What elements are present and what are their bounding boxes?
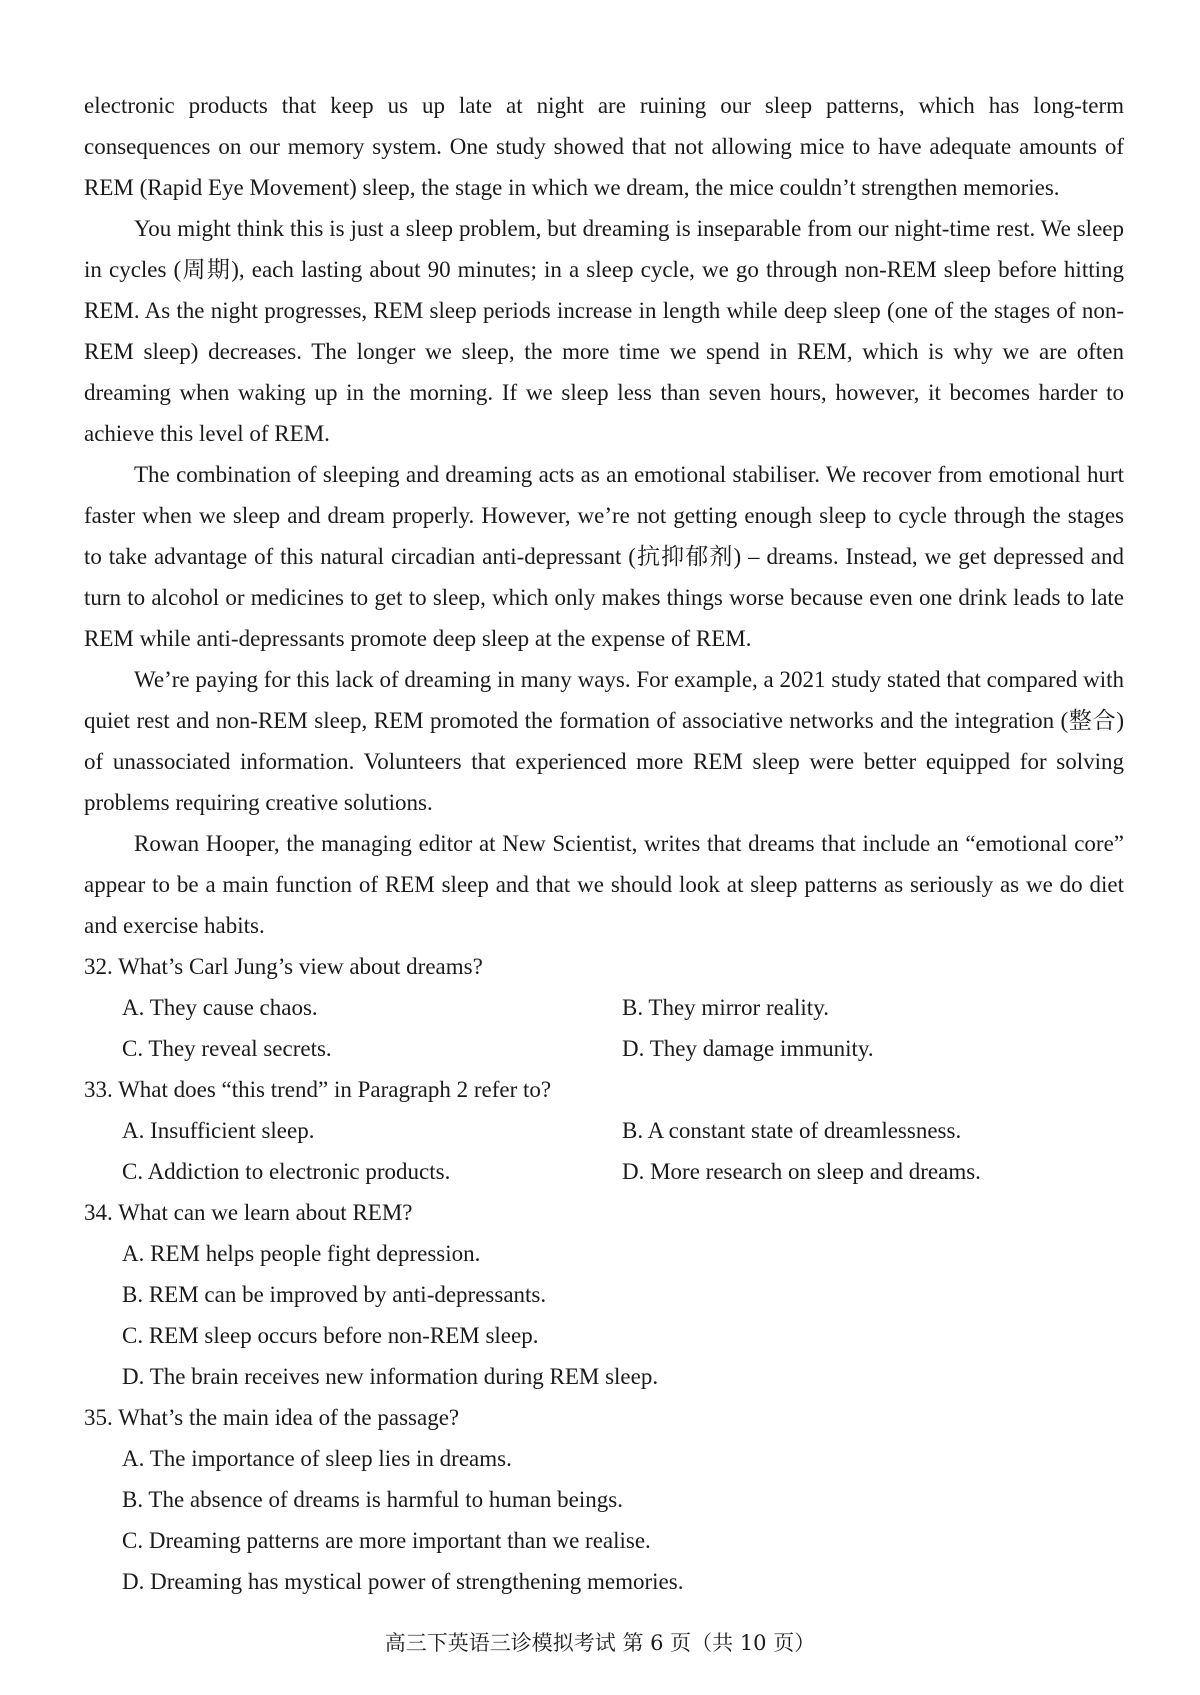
passage-paragraph-2: You might think this is just a sleep problem, but dreaming is inseparable from our night-time rest. We sleep in cycles (周期), each lasting about 90 minutes; in a sleep cycle, we go through non-REM sleep before hitting REM. As the night progresses, REM sleep periods increase in length while deep sleep (one of the stages of non-REM sleep) decreases. The longer we sleep, the more time we spend in REM, which is why we are often dreaming when waking up in the morning. If we sleep less than seven hours, however, it becomes harder to achieve this level of REM. [84, 216, 1124, 446]
question-stem: 32. What’s Carl Jung’s view about dreams? [84, 954, 483, 979]
question-34 [84, 1192, 1124, 1397]
option-d: D. They damage immunity. [622, 1036, 874, 1061]
option-d: D. Dreaming has mystical power of strengthening memories. [122, 1569, 684, 1594]
question-33 [84, 1069, 1124, 1192]
option-a: A. REM helps people fight depression. [122, 1241, 481, 1266]
option-d: D. The brain receives new information during REM sleep. [122, 1364, 659, 1389]
option-d: D. More research on sleep and dreams. [622, 1159, 981, 1184]
passage-paragraph-4: We’re paying for this lack of dreaming in many ways. For example, a 2021 study stated that compared with quiet rest and non-REM sleep, REM promoted the formation of associative networks and the integration (整合) of unassociated information. Volunteers that experienced more REM sleep were better equipped for solving problems requiring creative solutions. [84, 667, 1124, 815]
option-list [84, 987, 1124, 1069]
exam-page [84, 85, 1124, 1602]
passage-paragraph-5: Rowan Hooper, the managing editor at New Scientist, writes that dreams that include an “emotional core” appear to be a main function of REM sleep and that we should look at sleep patterns as seriously as we do diet and exercise habits. [84, 831, 1124, 938]
option-a: A. Insufficient sleep. [122, 1118, 315, 1143]
option-a: A. They cause chaos. [122, 995, 318, 1020]
page-footer: 高三下英语三诊模拟考试 第 6 页（共 10 页） [384, 1631, 816, 1655]
option-b: B. The absence of dreams is harmful to human beings. [122, 1487, 623, 1512]
question-35 [84, 1397, 1124, 1602]
option-c: C. REM sleep occurs before non-REM sleep. [122, 1323, 539, 1348]
question-32 [84, 946, 1124, 1069]
question-stem: 34. What can we learn about REM? [84, 1200, 413, 1225]
option-a: A. The importance of sleep lies in dreams. [122, 1446, 512, 1471]
question-stem: 35. What’s the main idea of the passage? [84, 1405, 460, 1430]
passage-paragraph-1: electronic products that keep us up late at night are ruining our sleep patterns, which has long-term consequences on our memory system. One study showed that not allowing mice to have adequate amounts of REM (Rapid Eye Movement) sleep, the stage in which we dream, the mice couldn’t strengthen memories. [84, 93, 1124, 200]
passage [84, 85, 1124, 946]
option-c: C. They reveal secrets. [122, 1036, 332, 1061]
question-stem: 33. What does “this trend” in Paragraph 2 refer to? [84, 1077, 552, 1102]
option-list [84, 1438, 1124, 1602]
option-c: C. Dreaming patterns are more important than we realise. [122, 1528, 651, 1553]
passage-paragraph-3: The combination of sleeping and dreaming acts as an emotional stabiliser. We recover from emotional hurt faster when we sleep and dream properly. However, we’re not getting enough sleep to cycle through the stages to take advantage of this natural circadian anti-depressant (抗抑郁剂) – dreams. Instead, we get depressed and turn to alcohol or medicines to get to sleep, which only makes things worse because even one drink leads to late REM while anti-depressants promote deep sleep at the expense of REM. [84, 462, 1124, 651]
option-list [84, 1110, 1124, 1192]
option-b: B. A constant state of dreamlessness. [622, 1118, 962, 1143]
option-b: B. REM can be improved by anti-depressants. [122, 1282, 547, 1307]
option-b: B. They mirror reality. [622, 995, 829, 1020]
option-c: C. Addiction to electronic products. [122, 1159, 451, 1184]
option-list [84, 1233, 1124, 1397]
